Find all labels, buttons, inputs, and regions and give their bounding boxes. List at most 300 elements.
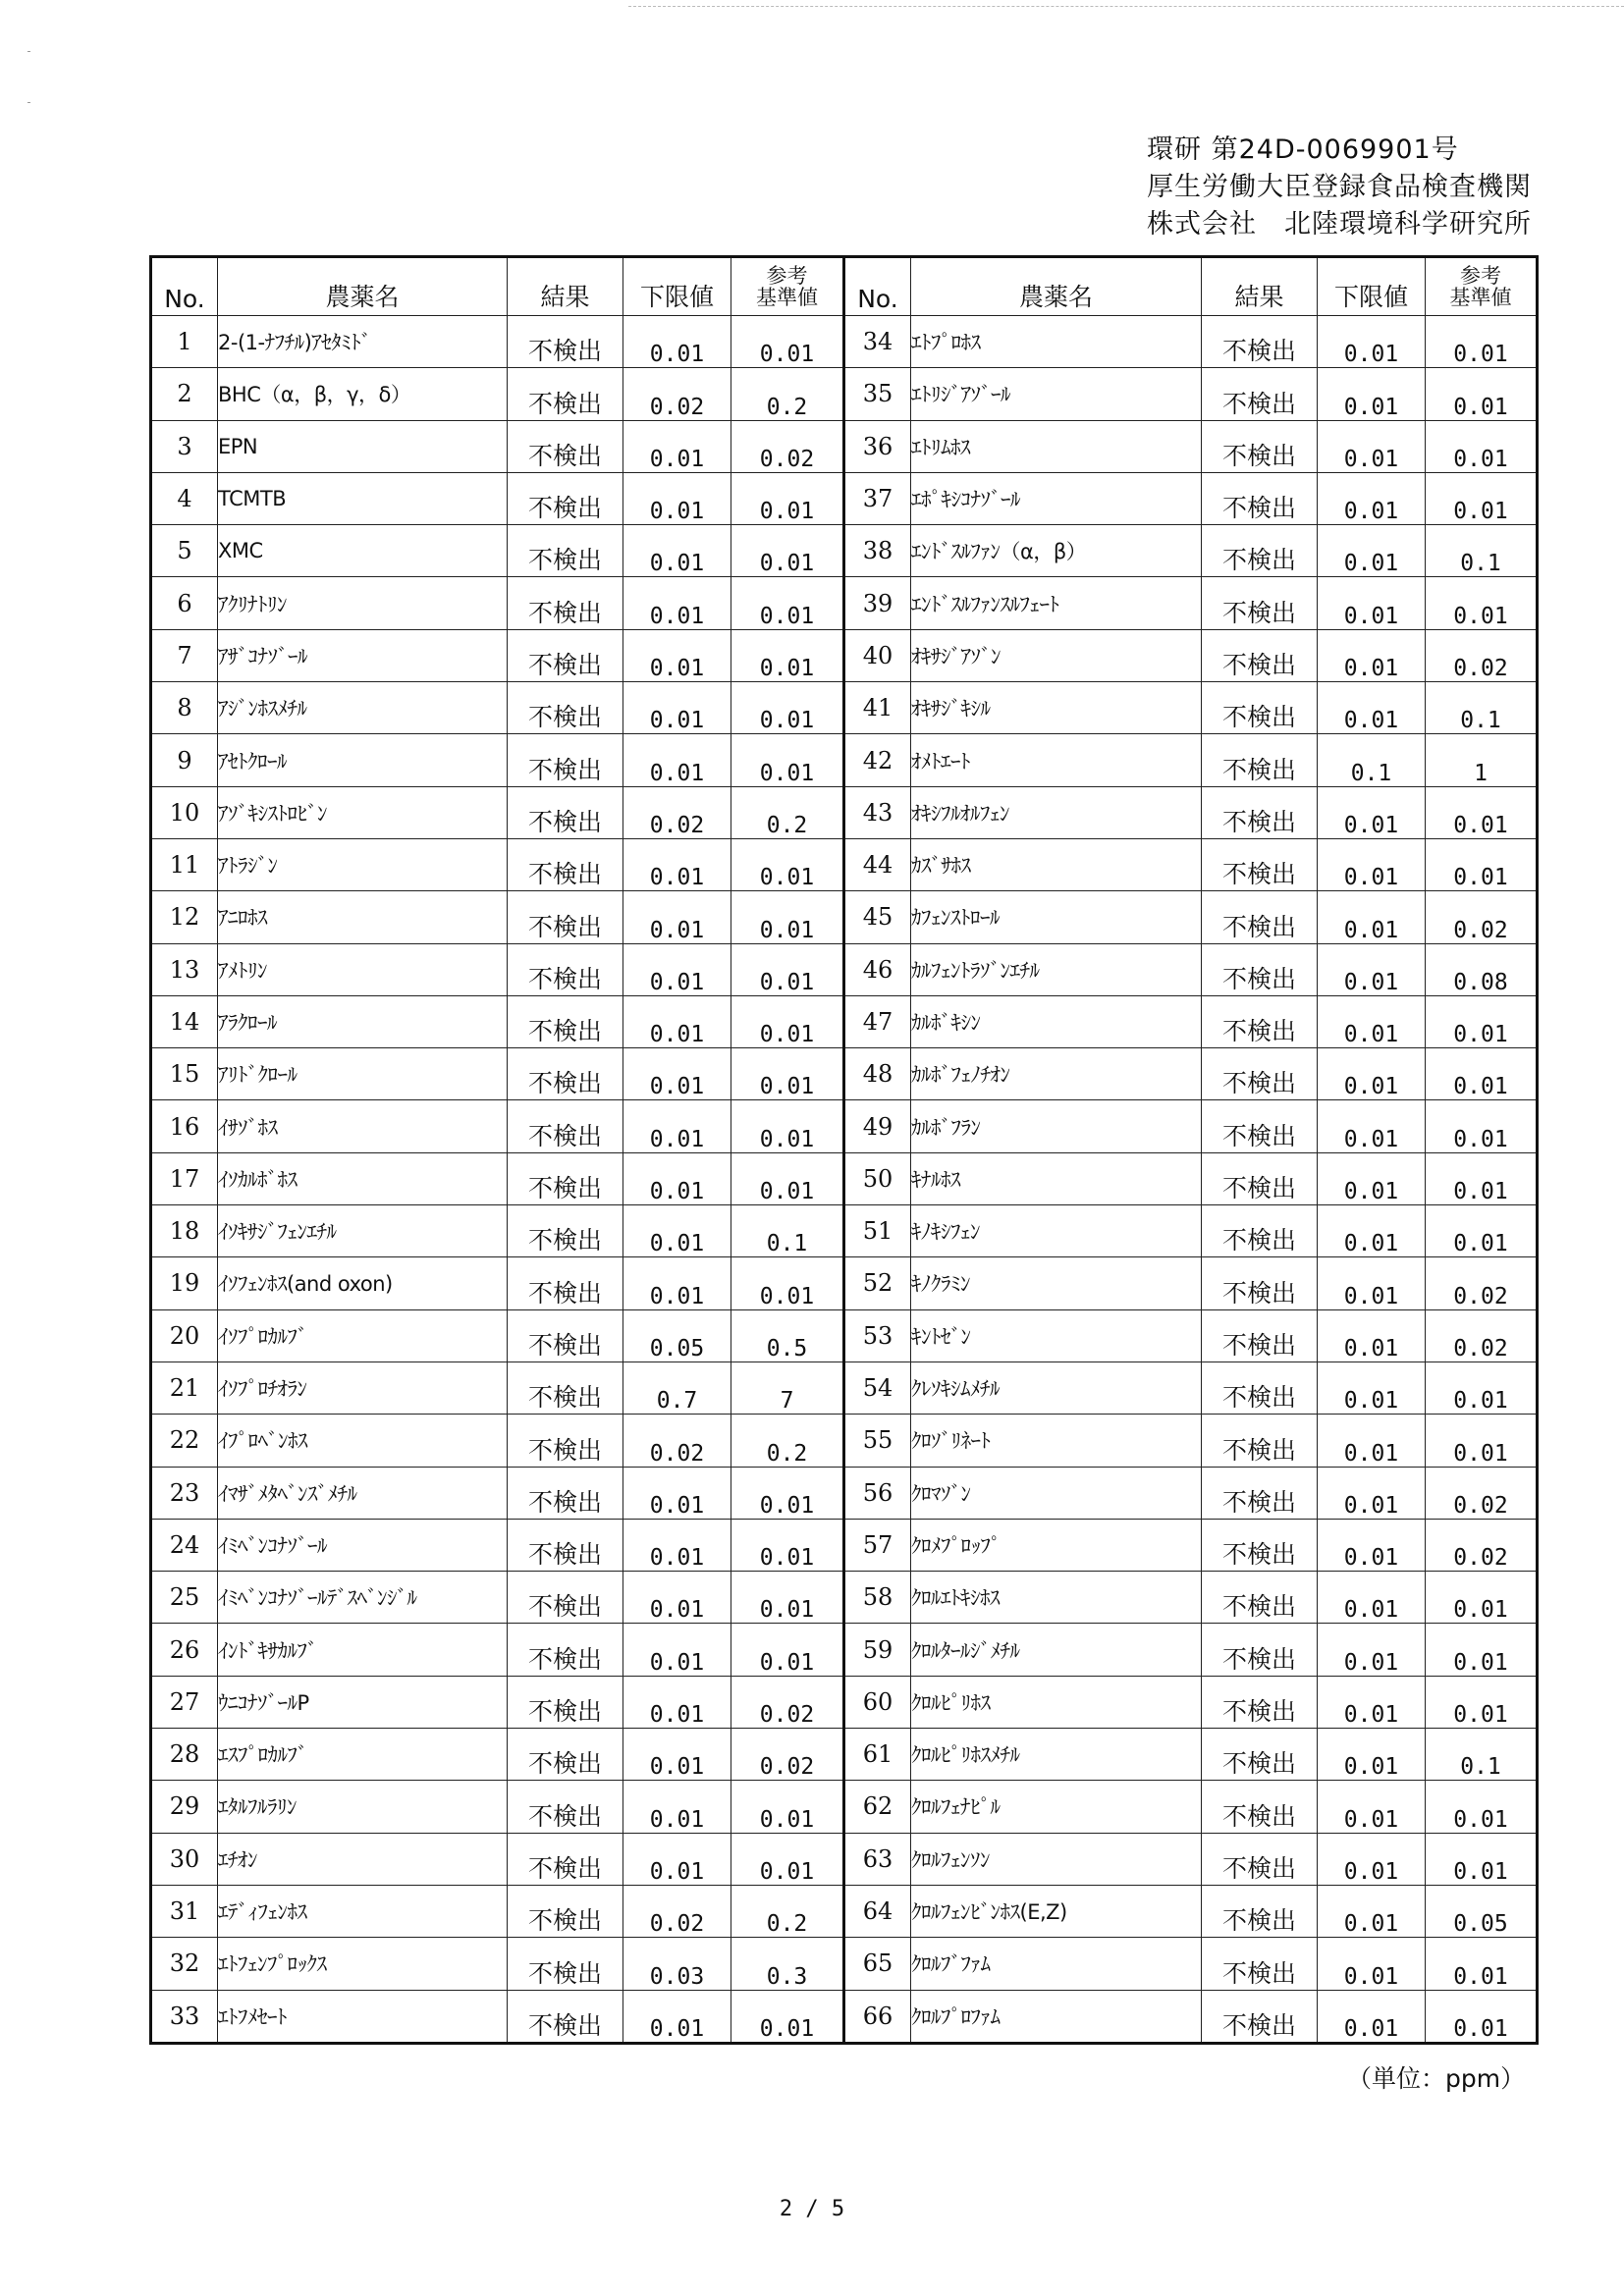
table-row <box>151 1938 1538 1990</box>
cell-limit: 0.01 <box>1318 891 1426 943</box>
cell-name: ｸﾛﾙｴﾄｷｼﾎｽ <box>911 1572 1202 1624</box>
cell-name: ｲｿﾌｪﾝﾎｽ(and oxon) <box>218 1257 508 1309</box>
cell-limit: 0.01 <box>1318 1415 1426 1467</box>
cell-no: 19 <box>151 1257 218 1309</box>
cell-no: 16 <box>151 1100 218 1152</box>
cell-no: 29 <box>151 1781 218 1833</box>
cell-no: 37 <box>844 472 911 524</box>
table-row <box>151 1624 1538 1676</box>
report-number: 環研 第24D-0069901号 <box>1147 134 1459 165</box>
cell-limit: 0.01 <box>1318 943 1426 995</box>
cell-limit: 0.01 <box>1318 1676 1426 1728</box>
cell-ref: 0.2 <box>731 1415 844 1467</box>
cell-limit: 0.01 <box>1318 629 1426 681</box>
cell-result: 不検出 <box>508 1467 623 1519</box>
cell-name: ｶﾙﾌｪﾝﾄﾗｿﾞﾝｴﾁﾙ <box>911 943 1202 995</box>
cell-name: ｱｾﾄｸﾛｰﾙ <box>218 734 508 786</box>
table-row <box>151 1100 1538 1152</box>
cell-limit: 0.02 <box>623 368 731 420</box>
cell-ref: 0.01 <box>1426 1415 1538 1467</box>
cell-result: 不検出 <box>508 1624 623 1676</box>
cell-limit: 0.01 <box>623 1781 731 1833</box>
cell-no: 55 <box>844 1415 911 1467</box>
cell-no: 20 <box>151 1309 218 1362</box>
cell-no: 11 <box>151 838 218 890</box>
cell-limit: 0.01 <box>623 420 731 472</box>
cell-name: ｴﾄﾘﾑﾎｽ <box>911 420 1202 472</box>
col-header-name: 農薬名 <box>218 257 508 316</box>
table-row <box>151 1990 1538 2043</box>
col-header-limit: 下限値 <box>1318 257 1426 316</box>
table-row <box>151 316 1538 368</box>
cell-no: 40 <box>844 629 911 681</box>
cell-no: 59 <box>844 1624 911 1676</box>
cell-name: ｲｿﾌﾟﾛｶﾙﾌﾞ <box>218 1309 508 1362</box>
cell-ref: 0.01 <box>1426 577 1538 629</box>
cell-no: 45 <box>844 891 911 943</box>
cell-ref: 0.02 <box>1426 1519 1538 1571</box>
cell-no: 64 <box>844 1885 911 1937</box>
cell-limit: 0.01 <box>623 472 731 524</box>
cell-no: 3 <box>151 420 218 472</box>
cell-result: 不検出 <box>508 368 623 420</box>
table-row <box>151 1415 1538 1467</box>
cell-result: 不検出 <box>508 1205 623 1257</box>
cell-result: 不検出 <box>508 1833 623 1885</box>
cell-no: 4 <box>151 472 218 524</box>
cell-no: 17 <box>151 1152 218 1204</box>
col-header-ref <box>1426 257 1538 316</box>
cell-no: 33 <box>151 1990 218 2043</box>
cell-result: 不検出 <box>508 1938 623 1990</box>
cell-no: 27 <box>151 1676 218 1728</box>
cell-ref: 0.02 <box>731 1676 844 1728</box>
cell-limit: 0.01 <box>1318 1938 1426 1990</box>
cell-no: 58 <box>844 1572 911 1624</box>
cell-limit: 0.01 <box>623 1729 731 1781</box>
cell-limit: 0.01 <box>1318 1152 1426 1204</box>
cell-name: ｷﾉｸﾗﾐﾝ <box>911 1257 1202 1309</box>
cell-ref: 0.5 <box>731 1309 844 1362</box>
document-header <box>1147 132 1598 243</box>
cell-name: ｴﾀﾙﾌﾙﾗﾘﾝ <box>218 1781 508 1833</box>
cell-no: 2 <box>151 368 218 420</box>
ref-line2: 基準値 <box>1449 286 1512 309</box>
cell-result: 不検出 <box>508 891 623 943</box>
cell-ref: 0.02 <box>1426 1257 1538 1309</box>
cell-no: 47 <box>844 995 911 1047</box>
cell-result: 不検出 <box>508 629 623 681</box>
cell-ref: 0.01 <box>1426 368 1538 420</box>
cell-limit: 0.01 <box>1318 1048 1426 1100</box>
cell-ref: 0.01 <box>731 1519 844 1571</box>
cell-no: 38 <box>844 525 911 577</box>
cell-no: 13 <box>151 943 218 995</box>
cell-no: 24 <box>151 1519 218 1571</box>
cell-no: 39 <box>844 577 911 629</box>
cell-ref: 0.01 <box>1426 1048 1538 1100</box>
cell-result: 不検出 <box>1202 1676 1318 1728</box>
cell-no: 5 <box>151 525 218 577</box>
cell-limit: 0.01 <box>1318 1781 1426 1833</box>
cell-result: 不検出 <box>508 943 623 995</box>
table-row <box>151 891 1538 943</box>
cell-ref: 0.01 <box>1426 1833 1538 1885</box>
cell-result: 不検出 <box>1202 1309 1318 1362</box>
cell-limit: 0.7 <box>623 1362 731 1414</box>
cell-ref: 0.01 <box>1426 786 1538 838</box>
cell-name: ｴﾄﾌﾟﾛﾎｽ <box>911 316 1202 368</box>
cell-limit: 0.01 <box>1318 995 1426 1047</box>
cell-limit: 0.01 <box>623 316 731 368</box>
table-row <box>151 1309 1538 1362</box>
cell-ref: 0.1 <box>1426 525 1538 577</box>
cell-name: ｲﾌﾟﾛﾍﾞﾝﾎｽ <box>218 1415 508 1467</box>
cell-ref: 0.2 <box>731 786 844 838</box>
cell-no: 43 <box>844 786 911 838</box>
cell-limit: 0.01 <box>1318 1100 1426 1152</box>
cell-no: 62 <box>844 1781 911 1833</box>
cell-ref: 0.01 <box>731 682 844 734</box>
cell-ref: 0.01 <box>731 838 844 890</box>
cell-result: 不検出 <box>508 1048 623 1100</box>
cell-name: ｴﾄﾌｪﾝﾌﾟﾛｯｸｽ <box>218 1938 508 1990</box>
cell-no: 36 <box>844 420 911 472</box>
cell-result: 不検出 <box>508 682 623 734</box>
cell-limit: 0.01 <box>623 943 731 995</box>
cell-ref: 0.01 <box>1426 1152 1538 1204</box>
cell-result: 不検出 <box>508 472 623 524</box>
cell-ref: 0.01 <box>731 1572 844 1624</box>
cell-no: 32 <box>151 1938 218 1990</box>
cell-result: 不検出 <box>1202 472 1318 524</box>
cell-no: 41 <box>844 682 911 734</box>
pesticide-results-table <box>149 255 1539 2045</box>
cell-result: 不検出 <box>508 1152 623 1204</box>
cell-ref: 0.2 <box>731 1885 844 1937</box>
cell-limit: 0.01 <box>623 1624 731 1676</box>
ref-line1: 参考 <box>766 264 808 288</box>
cell-name: ｸﾛﾙﾌｪﾝﾋﾞﾝﾎｽ(E,Z) <box>911 1885 1202 1937</box>
cell-limit: 0.01 <box>623 1048 731 1100</box>
cell-no: 61 <box>844 1729 911 1781</box>
cell-result: 不検出 <box>1202 995 1318 1047</box>
cell-ref: 0.01 <box>731 891 844 943</box>
cell-no: 65 <box>844 1938 911 1990</box>
cell-name: ｲﾝﾄﾞｷｻｶﾙﾌﾞ <box>218 1624 508 1676</box>
cell-ref: 0.02 <box>1426 629 1538 681</box>
cell-name: ｶﾙﾎﾞﾌﾗﾝ <box>911 1100 1202 1152</box>
cell-result: 不検出 <box>1202 1048 1318 1100</box>
table-header-row <box>151 257 1538 316</box>
cell-result: 不検出 <box>508 1885 623 1937</box>
cell-no: 57 <box>844 1519 911 1571</box>
cell-result: 不検出 <box>1202 943 1318 995</box>
cell-limit: 0.01 <box>623 995 731 1047</box>
cell-result: 不検出 <box>1202 577 1318 629</box>
cell-no: 46 <box>844 943 911 995</box>
cell-ref: 7 <box>731 1362 844 1414</box>
cell-limit: 0.01 <box>1318 1885 1426 1937</box>
cell-limit: 0.01 <box>1318 577 1426 629</box>
cell-limit: 0.01 <box>1318 1362 1426 1414</box>
table-row <box>151 1048 1538 1100</box>
cell-result: 不検出 <box>1202 1415 1318 1467</box>
cell-name: ｴﾝﾄﾞｽﾙﾌｧﾝ（α，β） <box>911 525 1202 577</box>
scan-mark <box>27 102 30 103</box>
cell-name: BHC（α，β，γ，δ） <box>218 368 508 420</box>
cell-result: 不検出 <box>1202 420 1318 472</box>
cell-limit: 0.01 <box>623 577 731 629</box>
cell-name: ｸﾛﾙﾌﾞﾌｧﾑ <box>911 1938 1202 1990</box>
table-row <box>151 995 1538 1047</box>
table-row <box>151 1257 1538 1309</box>
cell-no: 31 <box>151 1885 218 1937</box>
table-row <box>151 1676 1538 1728</box>
table-row <box>151 1781 1538 1833</box>
cell-ref: 0.01 <box>1426 420 1538 472</box>
cell-name: ｵﾒﾄｴｰﾄ <box>911 734 1202 786</box>
cell-result: 不検出 <box>508 838 623 890</box>
cell-limit: 0.01 <box>623 1152 731 1204</box>
cell-ref: 0.01 <box>1426 472 1538 524</box>
cell-limit: 0.01 <box>1318 1624 1426 1676</box>
ref-line2: 基準値 <box>756 286 818 309</box>
cell-name: ｶｽﾞｻﾎｽ <box>911 838 1202 890</box>
cell-result: 不検出 <box>1202 1729 1318 1781</box>
table-row <box>151 1885 1538 1937</box>
cell-result: 不検出 <box>508 1362 623 1414</box>
cell-name: ｲｿｶﾙﾎﾞﾎｽ <box>218 1152 508 1204</box>
cell-limit: 0.01 <box>623 891 731 943</box>
table-row <box>151 682 1538 734</box>
cell-limit: 0.01 <box>623 1572 731 1624</box>
cell-result: 不検出 <box>1202 1100 1318 1152</box>
cell-name: ｶﾙﾎﾞｷｼﾝ <box>911 995 1202 1047</box>
cell-no: 15 <box>151 1048 218 1100</box>
cell-limit: 0.01 <box>1318 1519 1426 1571</box>
cell-result: 不検出 <box>1202 1467 1318 1519</box>
cell-result: 不検出 <box>508 1781 623 1833</box>
cell-limit: 0.01 <box>1318 420 1426 472</box>
cell-name: ｴﾄﾘｼﾞｱｿﾞｰﾙ <box>911 368 1202 420</box>
cell-limit: 0.01 <box>1318 1257 1426 1309</box>
cell-ref: 0.2 <box>731 368 844 420</box>
cell-limit: 0.01 <box>623 1467 731 1519</box>
cell-name: ｸﾛﾒﾌﾟﾛｯﾌﾟ <box>911 1519 1202 1571</box>
cell-limit: 0.01 <box>623 1100 731 1152</box>
cell-ref: 0.01 <box>1426 838 1538 890</box>
cell-result: 不検出 <box>1202 682 1318 734</box>
cell-no: 48 <box>844 1048 911 1100</box>
cell-name: ｳﾆｺﾅｿﾞｰﾙP <box>218 1676 508 1728</box>
cell-result: 不検出 <box>508 1572 623 1624</box>
cell-result: 不検出 <box>508 786 623 838</box>
cell-limit: 0.01 <box>623 629 731 681</box>
cell-result: 不検出 <box>1202 316 1318 368</box>
cell-limit: 0.01 <box>1318 1572 1426 1624</box>
cell-result: 不検出 <box>1202 838 1318 890</box>
table-row <box>151 1729 1538 1781</box>
col-header-result: 結果 <box>508 257 623 316</box>
col-header-name: 農薬名 <box>911 257 1202 316</box>
cell-name: ｲｻｿﾞﾎｽ <box>218 1100 508 1152</box>
table-row <box>151 472 1538 524</box>
cell-ref: 0.02 <box>731 1729 844 1781</box>
col-header-no: No. <box>844 257 911 316</box>
cell-limit: 0.01 <box>623 1676 731 1728</box>
cell-limit: 0.01 <box>623 525 731 577</box>
cell-ref: 0.02 <box>1426 1467 1538 1519</box>
cell-name: TCMTB <box>218 472 508 524</box>
cell-name: ｱｻﾞｺﾅｿﾞｰﾙ <box>218 629 508 681</box>
cell-result: 不検出 <box>1202 1624 1318 1676</box>
cell-limit: 0.02 <box>623 1415 731 1467</box>
cell-name: ｸﾛﾙﾌﾟﾛﾌｧﾑ <box>911 1990 1202 2043</box>
cell-limit: 0.01 <box>1318 1833 1426 1885</box>
cell-name: ｱﾗｸﾛｰﾙ <box>218 995 508 1047</box>
cell-no: 10 <box>151 786 218 838</box>
cell-name: ｴｽﾌﾟﾛｶﾙﾌﾞ <box>218 1729 508 1781</box>
cell-name: ｱﾒﾄﾘﾝ <box>218 943 508 995</box>
table-row <box>151 943 1538 995</box>
col-header-limit: 下限値 <box>623 257 731 316</box>
cell-no: 53 <box>844 1309 911 1362</box>
cell-limit: 0.02 <box>623 786 731 838</box>
cell-limit: 0.01 <box>1318 838 1426 890</box>
cell-limit: 0.01 <box>1318 1990 1426 2043</box>
table-row <box>151 420 1538 472</box>
cell-ref: 0.01 <box>731 1152 844 1204</box>
cell-result: 不検出 <box>1202 891 1318 943</box>
cell-limit: 0.02 <box>623 1885 731 1937</box>
cell-no: 7 <box>151 629 218 681</box>
cell-result: 不検出 <box>1202 1257 1318 1309</box>
table-row <box>151 1572 1538 1624</box>
cell-ref: 0.01 <box>731 1100 844 1152</box>
table-row <box>151 1833 1538 1885</box>
cell-no: 28 <box>151 1729 218 1781</box>
cell-name: ｴﾃﾞｨﾌｪﾝﾎｽ <box>218 1885 508 1937</box>
cell-no: 34 <box>844 316 911 368</box>
cell-ref: 0.1 <box>1426 1729 1538 1781</box>
cell-ref: 0.01 <box>731 734 844 786</box>
cell-result: 不検出 <box>508 420 623 472</box>
cell-name: ｸﾚｿｷｼﾑﾒﾁﾙ <box>911 1362 1202 1414</box>
cell-no: 6 <box>151 577 218 629</box>
cell-result: 不検出 <box>1202 786 1318 838</box>
cell-ref: 0.01 <box>1426 1938 1538 1990</box>
cell-result: 不検出 <box>508 734 623 786</box>
cell-name: ｴﾝﾄﾞｽﾙﾌｧﾝｽﾙﾌｪｰﾄ <box>911 577 1202 629</box>
cell-name: ｱﾆﾛﾎｽ <box>218 891 508 943</box>
scan-edge-line <box>628 6 1624 7</box>
cell-result: 不検出 <box>1202 1781 1318 1833</box>
table-row <box>151 1519 1538 1571</box>
cell-name: ｸﾛﾙﾌｪﾅﾋﾟﾙ <box>911 1781 1202 1833</box>
cell-no: 23 <box>151 1467 218 1519</box>
cell-ref: 0.01 <box>731 577 844 629</box>
cell-name: ｵｷｻｼﾞｱｿﾞﾝ <box>911 629 1202 681</box>
cell-name: ｲｿﾌﾟﾛﾁｵﾗﾝ <box>218 1362 508 1414</box>
cell-no: 51 <box>844 1205 911 1257</box>
cell-ref: 0.01 <box>1426 1100 1538 1152</box>
cell-ref: 0.01 <box>731 525 844 577</box>
cell-limit: 0.01 <box>1318 316 1426 368</box>
cell-no: 18 <box>151 1205 218 1257</box>
cell-result: 不検出 <box>508 525 623 577</box>
cell-no: 8 <box>151 682 218 734</box>
cell-result: 不検出 <box>1202 1885 1318 1937</box>
cell-ref: 0.01 <box>1426 1781 1538 1833</box>
cell-no: 63 <box>844 1833 911 1885</box>
cell-name: ｲﾐﾍﾞﾝｺﾅｿﾞｰﾙﾃﾞｽﾍﾞﾝｼﾞﾙ <box>218 1572 508 1624</box>
cell-name: ｵｷｻｼﾞｷｼﾙ <box>911 682 1202 734</box>
cell-name: ｸﾛﾙﾀｰﾙｼﾞﾒﾁﾙ <box>911 1624 1202 1676</box>
cell-name: ｸﾛﾙﾋﾟﾘﾎｽﾒﾁﾙ <box>911 1729 1202 1781</box>
cell-limit: 0.01 <box>623 1205 731 1257</box>
cell-ref: 0.01 <box>1426 995 1538 1047</box>
cell-result: 不検出 <box>1202 1152 1318 1204</box>
cell-name: ｴﾎﾟｷｼｺﾅｿﾞｰﾙ <box>911 472 1202 524</box>
cell-limit: 0.01 <box>1318 786 1426 838</box>
cell-result: 不検出 <box>1202 734 1318 786</box>
cell-ref: 0.01 <box>1426 316 1538 368</box>
cell-no: 1 <box>151 316 218 368</box>
cell-name: ｴﾄﾌﾒｾｰﾄ <box>218 1990 508 2043</box>
cell-limit: 0.01 <box>1318 1467 1426 1519</box>
table-row <box>151 577 1538 629</box>
cell-result: 不検出 <box>508 1676 623 1728</box>
cell-no: 54 <box>844 1362 911 1414</box>
scan-mark <box>27 51 30 52</box>
cell-ref: 0.08 <box>1426 943 1538 995</box>
cell-no: 26 <box>151 1624 218 1676</box>
cell-no: 60 <box>844 1676 911 1728</box>
cell-result: 不検出 <box>508 316 623 368</box>
cell-result: 不検出 <box>508 1309 623 1362</box>
cell-no: 52 <box>844 1257 911 1309</box>
table-row <box>151 838 1538 890</box>
cell-result: 不検出 <box>508 1257 623 1309</box>
table-row <box>151 1152 1538 1204</box>
cell-no: 22 <box>151 1415 218 1467</box>
cell-ref: 0.02 <box>731 420 844 472</box>
cell-no: 44 <box>844 838 911 890</box>
cell-name: ｱﾘﾄﾞｸﾛｰﾙ <box>218 1048 508 1100</box>
cell-result: 不検出 <box>1202 368 1318 420</box>
cell-ref: 0.1 <box>731 1205 844 1257</box>
cell-ref: 0.01 <box>1426 1990 1538 2043</box>
cell-no: 14 <box>151 995 218 1047</box>
cell-limit: 0.1 <box>1318 734 1426 786</box>
cell-ref: 0.01 <box>731 316 844 368</box>
cell-name: ｵｷｼﾌﾙｵﾙﾌｪﾝ <box>911 786 1202 838</box>
cell-name: XMC <box>218 525 508 577</box>
col-header-ref <box>731 257 844 316</box>
cell-name: ｸﾛｿﾞﾘﾈｰﾄ <box>911 1415 1202 1467</box>
cell-no: 12 <box>151 891 218 943</box>
cell-result: 不検出 <box>1202 1362 1318 1414</box>
col-header-no: No. <box>151 257 218 316</box>
cell-result: 不検出 <box>508 995 623 1047</box>
cell-result: 不検出 <box>508 1415 623 1467</box>
cell-ref: 0.01 <box>731 629 844 681</box>
cell-limit: 0.01 <box>623 1990 731 2043</box>
cell-name: ｸﾛﾏｿﾞﾝ <box>911 1467 1202 1519</box>
cell-ref: 0.01 <box>1426 1205 1538 1257</box>
cell-name: ｱﾄﾗｼﾞﾝ <box>218 838 508 890</box>
